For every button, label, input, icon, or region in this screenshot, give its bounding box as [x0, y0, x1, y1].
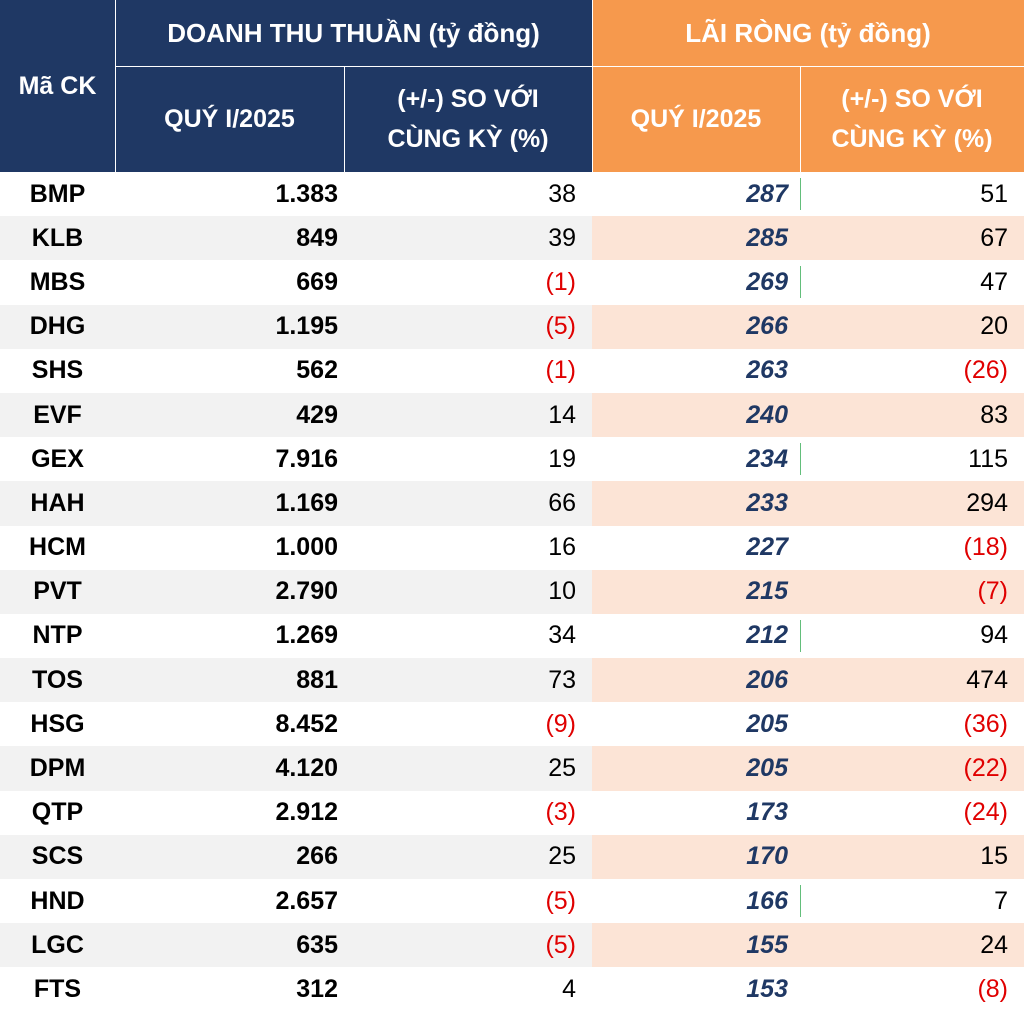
- cell-lai-rong-pct: 294: [800, 481, 1024, 525]
- cell-lai-rong-pct: (18): [963, 533, 1008, 562]
- cell-lai-rong-quy: 206: [592, 658, 800, 702]
- cell-lai-rong-pct: 474: [800, 658, 1024, 702]
- cell-lai-rong-quy: 266: [592, 305, 800, 349]
- cell-doanh-thu-pct: 66: [344, 481, 592, 525]
- cell-lai-rong-pct: 15: [800, 835, 1024, 879]
- cell-doanh-thu-pct: (5): [545, 886, 576, 915]
- cell-lai-rong-quy: 263: [746, 356, 788, 385]
- cell-doanh-thu-pct: 10: [344, 570, 592, 614]
- table-row: [0, 481, 1024, 525]
- cell-doanh-thu-pct: 14: [344, 393, 592, 437]
- cell-doanh-thu-pct: (3): [545, 798, 576, 827]
- header-divider: [115, 66, 1024, 67]
- table-row: [0, 437, 1024, 481]
- table-row: [0, 614, 1024, 658]
- cell-ma-ck: TOS: [0, 658, 115, 702]
- cell-ma-ck: DHG: [0, 305, 115, 349]
- cell-doanh-thu-quy: 1.383: [275, 179, 338, 208]
- cell-ma-ck: GEX: [31, 444, 84, 473]
- table-row: [0, 923, 1024, 967]
- cell-lai-rong-pct: 20: [800, 305, 1024, 349]
- table-row: [0, 791, 1024, 835]
- cell-doanh-thu-pct: 25: [344, 746, 592, 790]
- cell-doanh-thu-pct: 73: [344, 658, 592, 702]
- cell-doanh-thu-pct: 25: [344, 835, 592, 879]
- cell-doanh-thu-quy: 1.169: [115, 481, 344, 525]
- cell-ma-ck: DPM: [0, 746, 115, 790]
- cell-doanh-thu-pct: 19: [548, 444, 576, 473]
- cell-doanh-thu-pct: 16: [548, 533, 576, 562]
- table-row: [0, 746, 1024, 790]
- table-row: [0, 658, 1024, 702]
- table-header: [0, 0, 1024, 172]
- cell-lai-rong-quy: 212: [746, 621, 788, 650]
- header-ma-ck: Mã CK: [0, 0, 115, 172]
- cell-doanh-thu-quy: 4.120: [115, 746, 344, 790]
- cell-ma-ck: BMP: [29, 179, 86, 208]
- cell-ma-ck: PVT: [0, 570, 115, 614]
- cell-ma-ck: HSG: [30, 709, 85, 738]
- cell-lai-rong-quy: 227: [746, 533, 788, 562]
- cell-lai-rong-quy: 287: [746, 179, 788, 208]
- header-divider: [592, 0, 593, 172]
- cell-ma-ck: MBS: [29, 267, 86, 296]
- cell-lai-rong-pct: 51: [980, 179, 1008, 208]
- cell-lai-rong-pct: 115: [968, 444, 1008, 473]
- cell-doanh-thu-pct: 38: [548, 179, 576, 208]
- header-lai-rong-quy: QUÝ I/2025: [592, 66, 800, 172]
- cell-ma-ck: LGC: [0, 923, 115, 967]
- header-doanh-thu: DOANH THU THUẦN (tỷ đồng): [115, 0, 592, 66]
- cell-lai-rong-pct: (24): [963, 798, 1008, 827]
- table-row: [0, 967, 1024, 1011]
- header-lai-rong-pct: (+/-) SO VỚI CÙNG KỲ (%): [800, 66, 1024, 172]
- table-row: [0, 570, 1024, 614]
- cell-lai-rong-quy: 173: [746, 798, 788, 827]
- cell-lai-rong-quy: 153: [746, 974, 788, 1003]
- header-doanh-thu-pct: (+/-) SO VỚI CÙNG KỲ (%): [344, 66, 592, 172]
- cell-doanh-thu-pct: (1): [545, 356, 576, 385]
- cell-lai-rong-quy: 233: [592, 481, 800, 525]
- cell-lai-rong-quy: 205: [746, 709, 788, 738]
- cell-doanh-thu-quy: 562: [296, 356, 338, 385]
- table-row: [0, 349, 1024, 393]
- table-row: [0, 305, 1024, 349]
- table-row: [0, 835, 1024, 879]
- cell-ma-ck: SCS: [0, 835, 115, 879]
- cell-doanh-thu-quy: 849: [115, 216, 344, 260]
- cell-lai-rong-pct: (7): [800, 570, 1024, 614]
- cell-lai-rong-quy: 155: [592, 923, 800, 967]
- table-row: [0, 526, 1024, 570]
- table-row: [0, 702, 1024, 746]
- cell-lai-rong-quy: 170: [592, 835, 800, 879]
- cell-lai-rong-pct: 7: [994, 886, 1008, 915]
- cell-doanh-thu-quy: 1.000: [275, 533, 338, 562]
- header-doanh-thu-quy: QUÝ I/2025: [115, 66, 344, 172]
- cell-lai-rong-quy: 269: [746, 267, 788, 296]
- cell-lai-rong-quy: 215: [592, 570, 800, 614]
- cell-lai-rong-quy: 205: [592, 746, 800, 790]
- cell-doanh-thu-quy: 7.916: [275, 444, 338, 473]
- header-lai-rong: LÃI RÒNG (tỷ đồng): [592, 0, 1024, 66]
- cell-lai-rong-pct: (22): [800, 746, 1024, 790]
- cell-doanh-thu-pct: (5): [344, 923, 592, 967]
- table-row: [0, 172, 1024, 216]
- cell-doanh-thu-quy: 312: [296, 974, 338, 1003]
- cell-ma-ck: SHS: [31, 356, 84, 385]
- cell-lai-rong-quy: 285: [592, 216, 800, 260]
- cell-lai-rong-pct: (8): [977, 974, 1008, 1003]
- cell-doanh-thu-pct: (9): [545, 709, 576, 738]
- table-row: [0, 879, 1024, 923]
- cell-ma-ck: HND: [30, 886, 85, 915]
- cell-lai-rong-quy: 166: [746, 886, 788, 915]
- cell-doanh-thu-quy: 266: [115, 835, 344, 879]
- cell-doanh-thu-quy: 669: [296, 267, 338, 296]
- cell-doanh-thu-quy: 881: [115, 658, 344, 702]
- cell-doanh-thu-quy: 2.790: [115, 570, 344, 614]
- cell-lai-rong-pct: 94: [980, 621, 1008, 650]
- header-divider: [800, 66, 801, 172]
- cell-ma-ck: QTP: [31, 798, 84, 827]
- cell-doanh-thu-quy: 8.452: [275, 709, 338, 738]
- cell-ma-ck: KLB: [0, 216, 115, 260]
- header-divider: [344, 66, 345, 172]
- cell-ma-ck: HCM: [29, 533, 86, 562]
- table-row: [0, 260, 1024, 304]
- cell-ma-ck: HAH: [0, 481, 115, 525]
- cell-doanh-thu-quy: 635: [115, 923, 344, 967]
- cell-doanh-thu-pct: 39: [344, 216, 592, 260]
- cell-doanh-thu-quy: 429: [115, 393, 344, 437]
- cell-doanh-thu-quy: 1.195: [115, 305, 344, 349]
- table-row: [0, 393, 1024, 437]
- cell-doanh-thu-pct: 34: [548, 621, 576, 650]
- table-row: [0, 216, 1024, 260]
- cell-ma-ck: NTP: [32, 621, 83, 650]
- cell-lai-rong-pct: 83: [800, 393, 1024, 437]
- cell-lai-rong-pct: 47: [980, 267, 1008, 296]
- cell-ma-ck: EVF: [0, 393, 115, 437]
- cell-doanh-thu-quy: 1.269: [275, 621, 338, 650]
- header-divider: [115, 0, 116, 172]
- cell-lai-rong-pct: (26): [963, 356, 1008, 385]
- cell-lai-rong-pct: 24: [800, 923, 1024, 967]
- cell-doanh-thu-quy: 2.657: [275, 886, 338, 915]
- table-body: [0, 172, 1024, 1012]
- cell-doanh-thu-pct: (1): [545, 267, 576, 296]
- cell-lai-rong-pct: (36): [963, 709, 1008, 738]
- cell-doanh-thu-quy: 2.912: [275, 798, 338, 827]
- cell-lai-rong-quy: 240: [592, 393, 800, 437]
- cell-doanh-thu-pct: (5): [344, 305, 592, 349]
- cell-ma-ck: FTS: [33, 974, 82, 1003]
- cell-lai-rong-quy: 234: [746, 444, 788, 473]
- cell-lai-rong-pct: 67: [800, 216, 1024, 260]
- cell-doanh-thu-pct: 4: [562, 974, 576, 1003]
